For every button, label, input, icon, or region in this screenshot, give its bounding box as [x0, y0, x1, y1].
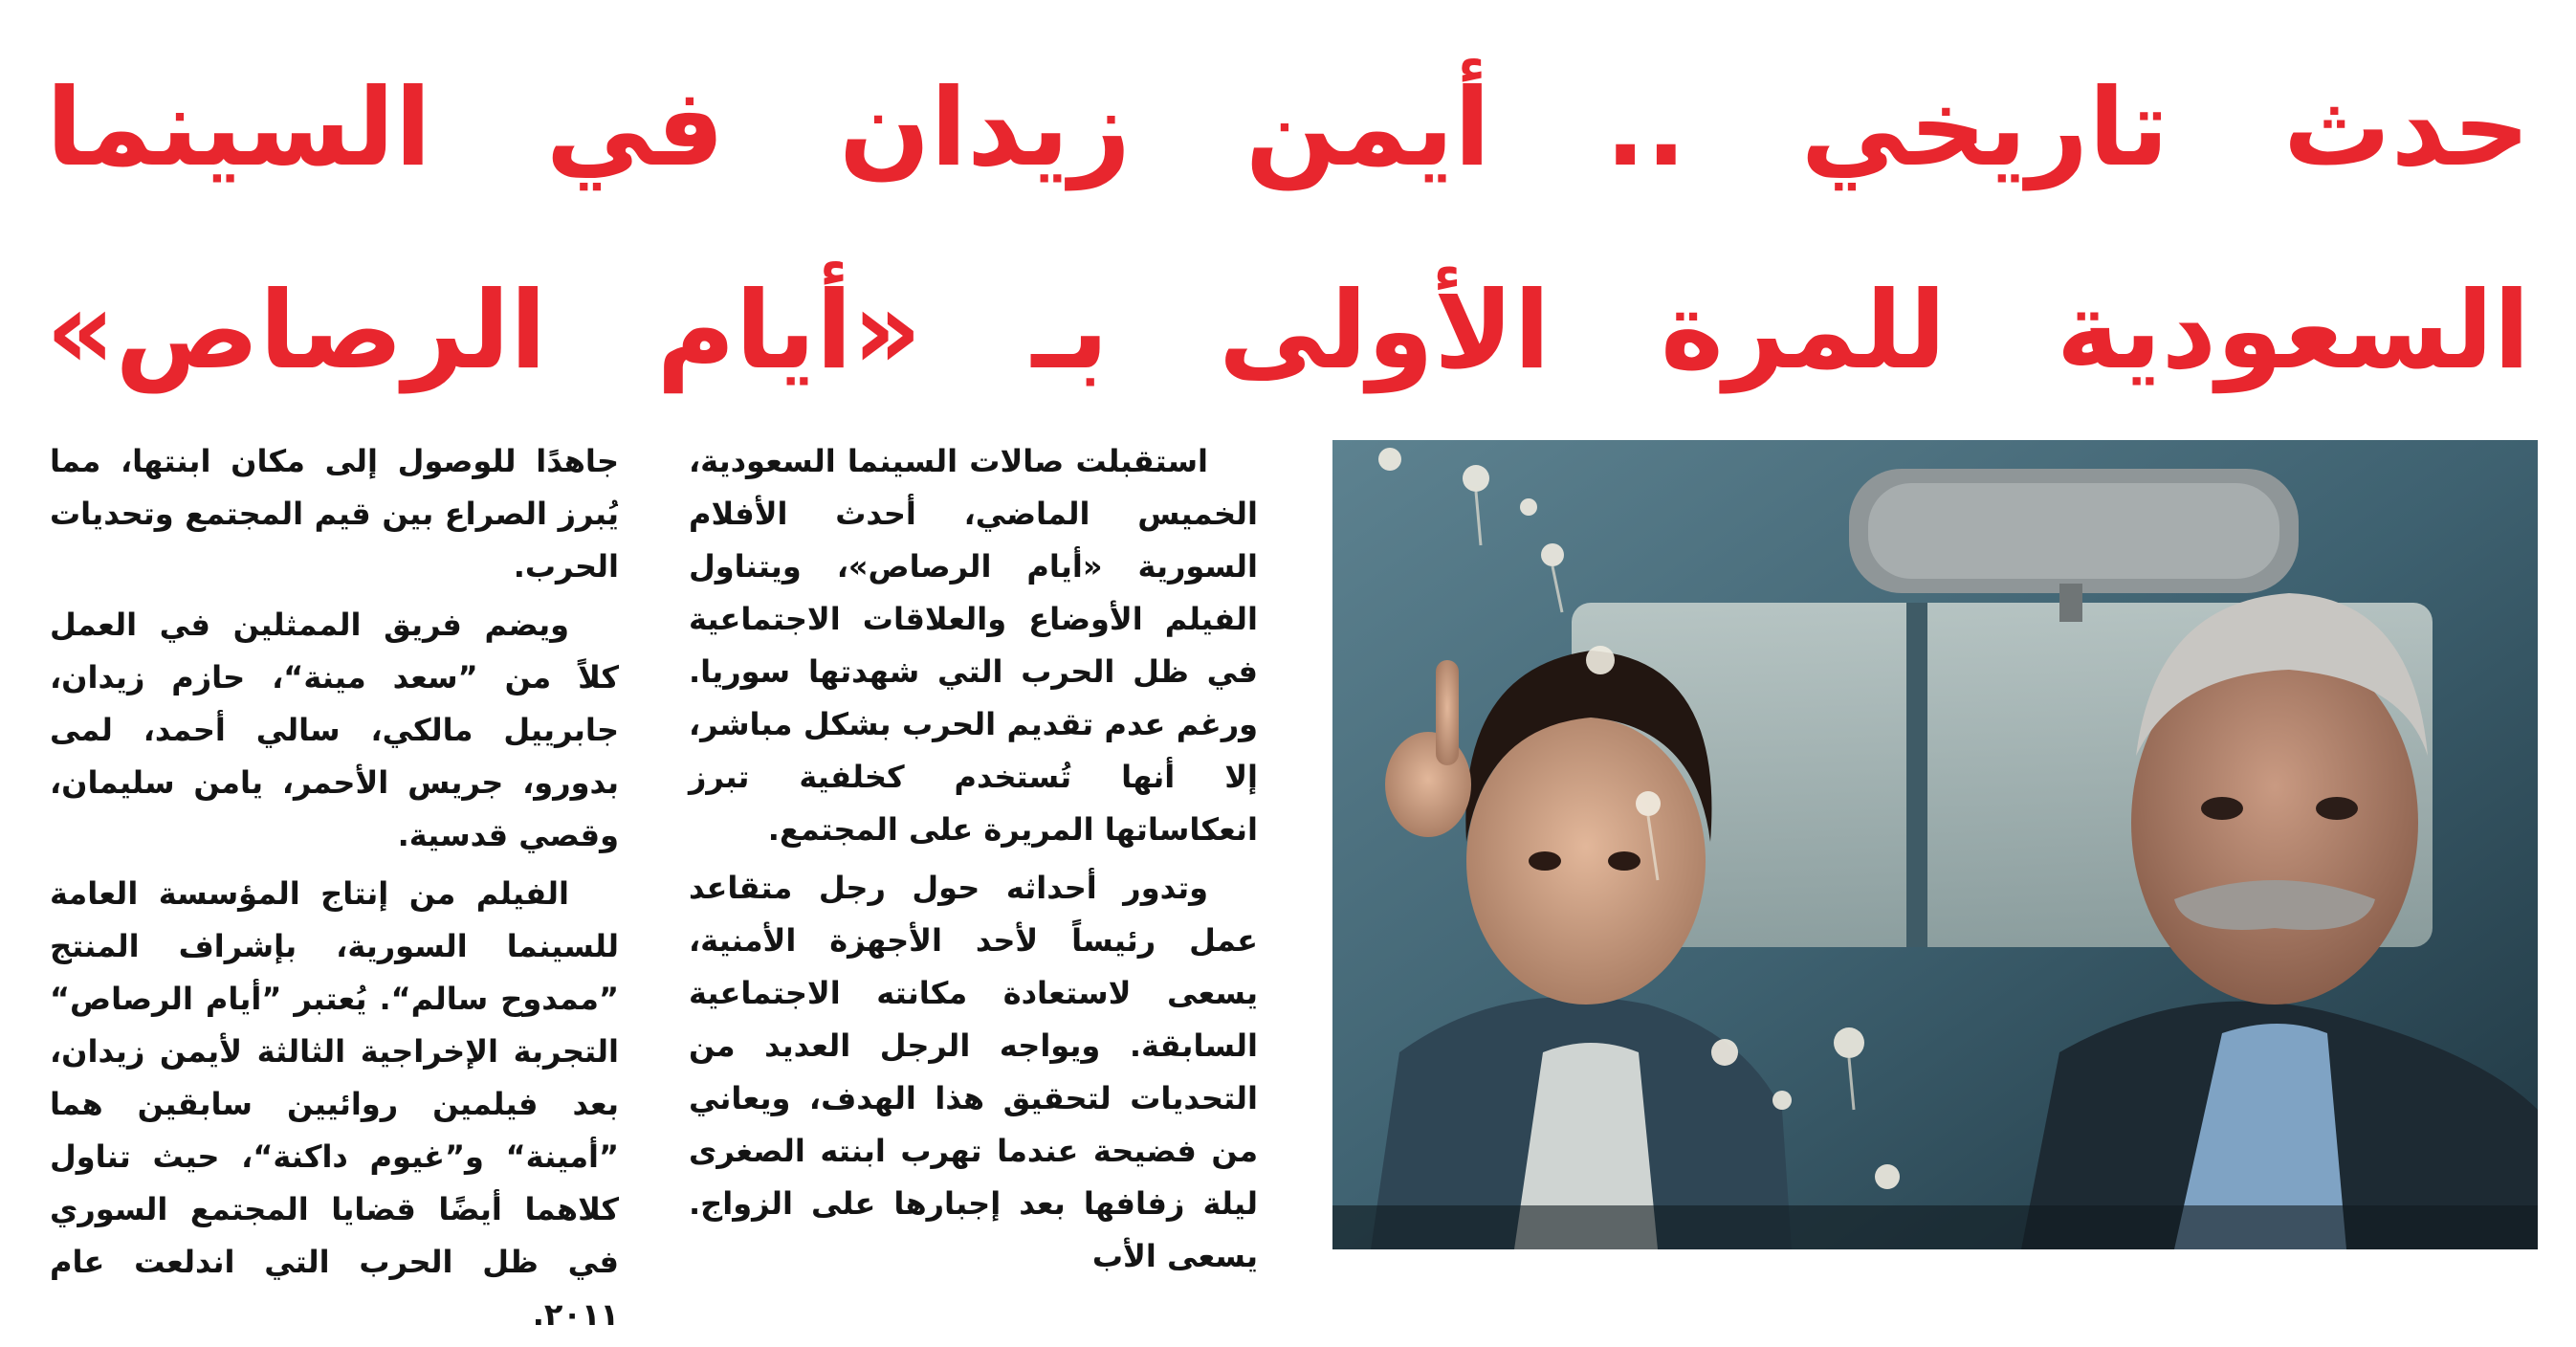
headline — [46, 27, 2530, 432]
film-still-illustration — [1332, 440, 2538, 1249]
headline-line-2: السعودية للمرة الأولى بـ «أيام الرصاص» — [46, 269, 2530, 393]
article-column-left — [50, 435, 619, 1347]
article-paragraph: الفيلم من إنتاج المؤسسة العامة للسينما السورية، بإشراف المنتج ”ممدوح سالم“. يُعتبر ”أيام الرصاص“ التجربة الإخراجية الثالثة لأيمن زيدان، بعد فيلمين روائيين سابقين هما ”أمينة“ و”غيوم داكنة“، حيث تناول كلاهما أيضًا قضايا المجتمع السوري في ظل الحرب التي اندلعت عام ٢٠١١. — [50, 875, 619, 1333]
headline-line-1: حدث تاريخي .. أيمن زيدان في السينما — [46, 66, 2530, 190]
article-column-right — [689, 435, 1258, 1289]
article-paragraph: ويضم فريق الممثلين في العمل كلاً من ”سعد مينة“، حازم زيدان، جابرييل مالكي، سالي أحمد، لمى بدورو، جريس الأحمر، يامن سليمان، وقصي قدسية. — [50, 607, 619, 853]
article-paragraph: استقبلت صالات السينما السعودية، الخميس الماضي، أحدث الأفلام السورية «أيام الرصاص»، ويتناول الفيلم الأوضاع والعلاقات الاجتماعية في ظل الحرب التي شهدتها سوريا. ورغم عدم تقديم الحرب بشكل مباشر، إلا أنها تُستخدم كخلفية تبرز انعكاساتها المريرة على المجتمع. — [689, 443, 1258, 848]
film-still-photo — [1332, 440, 2538, 1249]
article-paragraph: جاهدًا للوصول إلى مكان ابنتها، مما يُبرز الصراع بين قيم المجتمع وتحديات الحرب. — [50, 443, 619, 585]
article-paragraph: وتدور أحداثه حول رجل متقاعد عمل رئيساً لأحد الأجهزة الأمنية، يسعى لاستعادة مكانته الاجتماعية السابقة. ويواجه الرجل العديد من التحديات لتحقيق هذا الهدف، ويعاني من فضيحة عندما تهرب ابنته الصغرى ليلة زفافها بعد إجبارها على الزواج. يسعى الأب — [689, 870, 1258, 1274]
